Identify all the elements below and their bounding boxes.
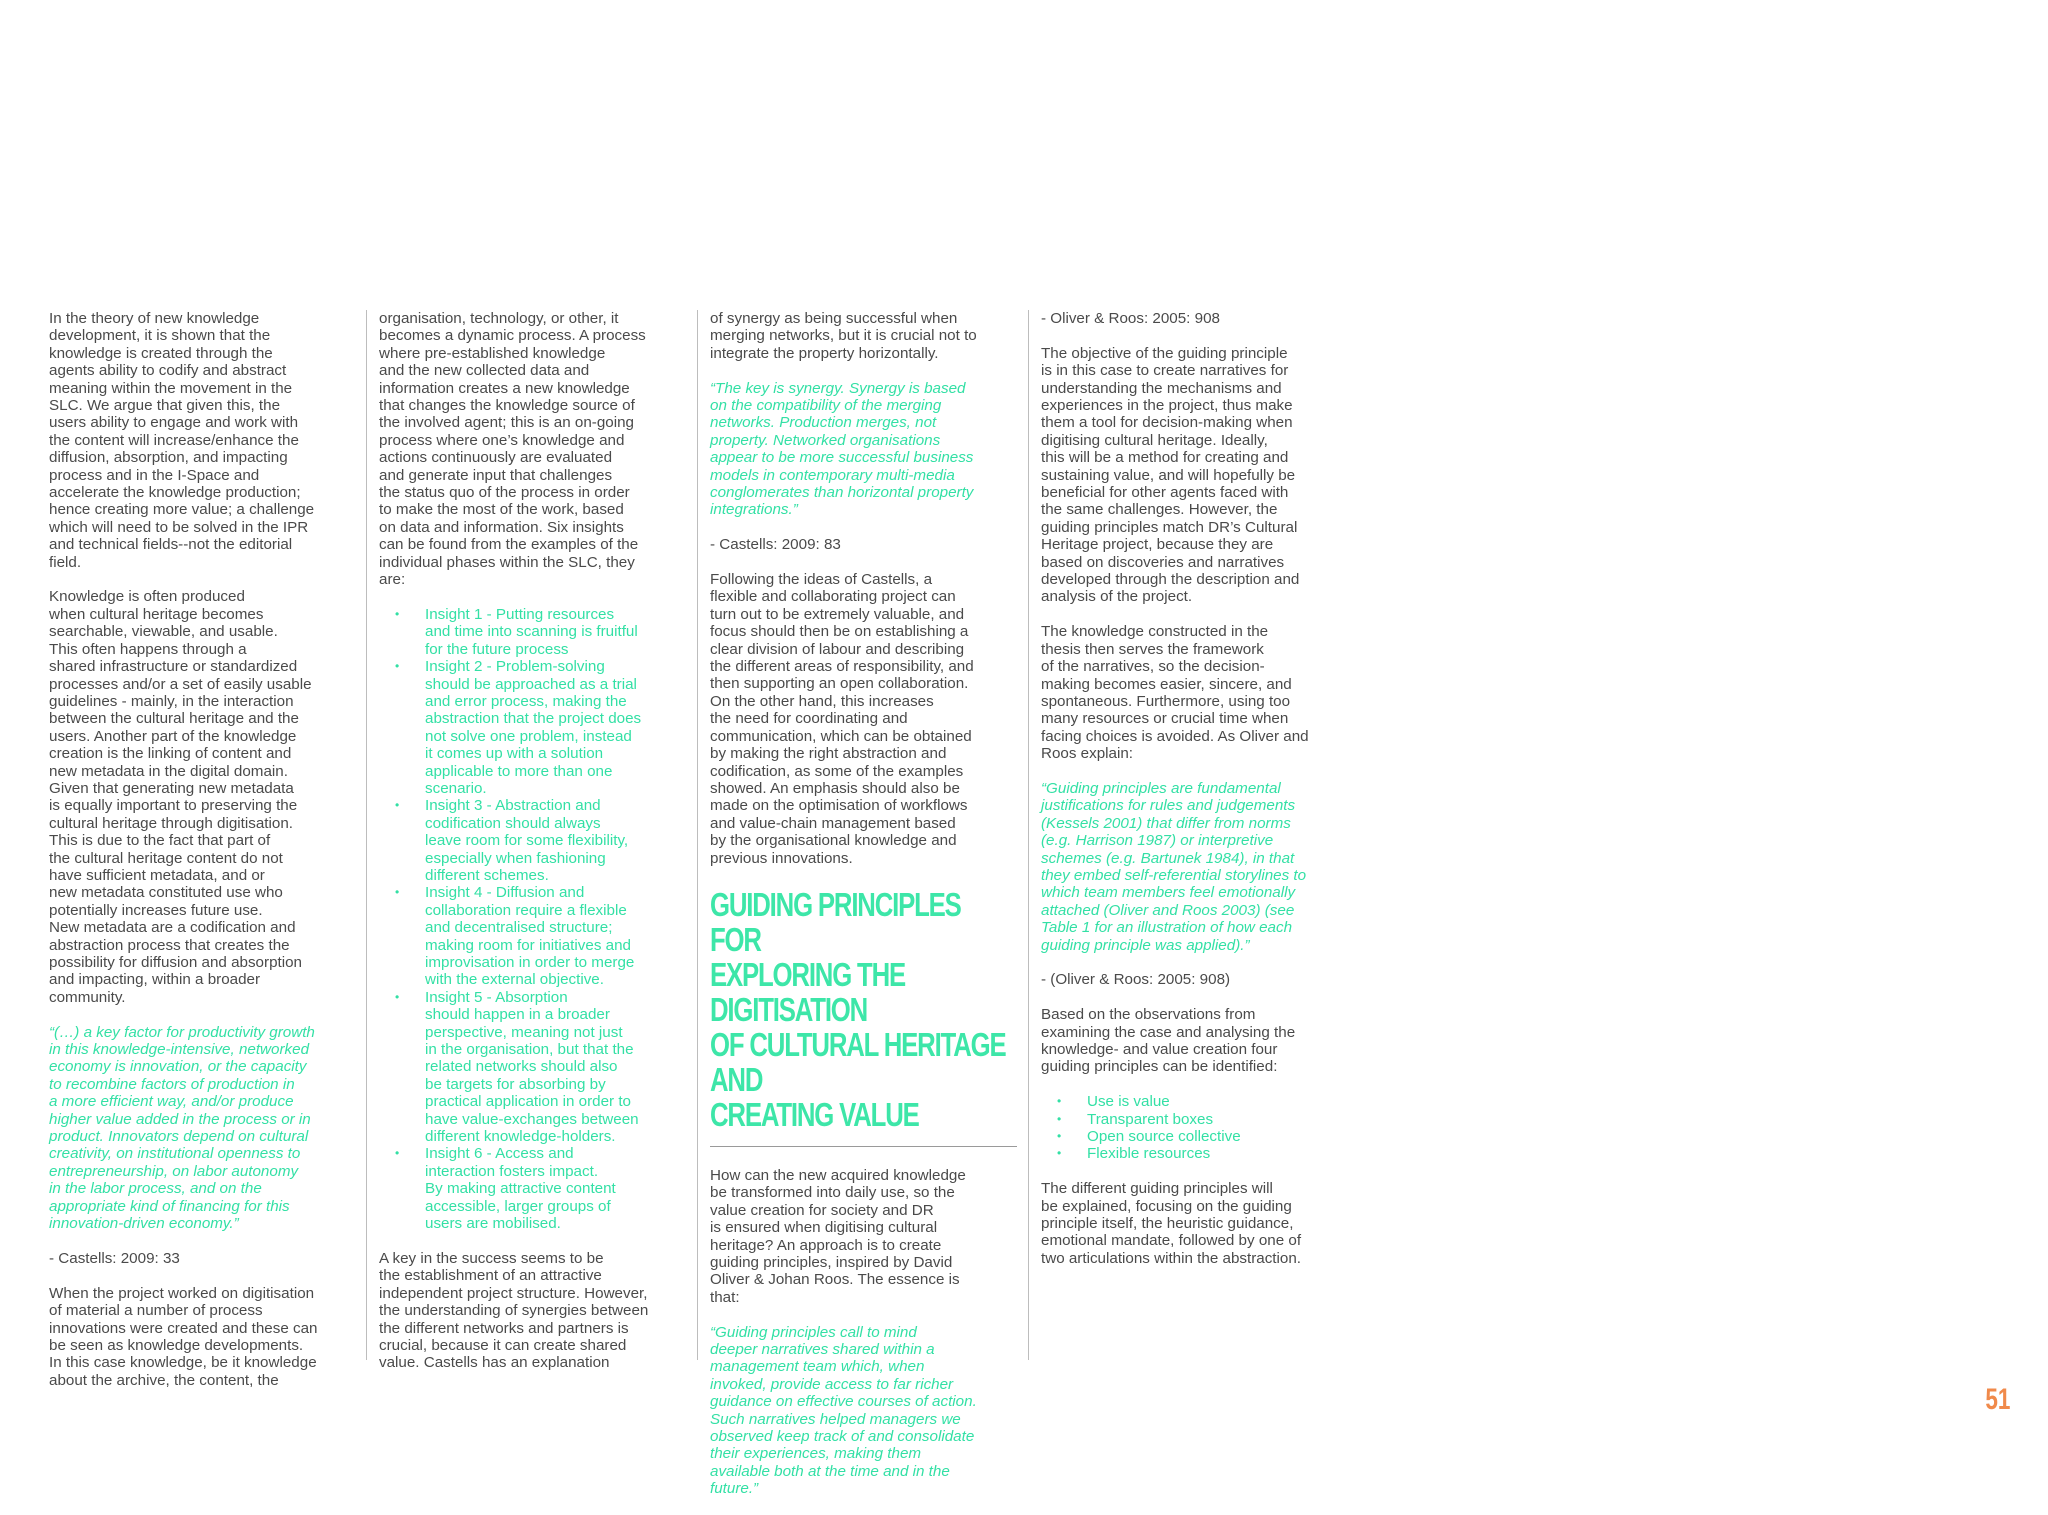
insight-item — [379, 797, 685, 884]
insight-text: Insight 3 - Abstraction and codification should always leave room for some flexibility, especially when fashioning different schemes. — [425, 797, 629, 884]
bullet-icon: • — [1057, 1146, 1062, 1161]
insight-item — [379, 658, 685, 797]
col2-paragraph-2: A key in the success seems to be the establishment of an attractive independent project structure. However, the understanding of synergies between the different networks and partners is crucial, because it can create shared value. Castells has an explanation — [379, 1249, 649, 1372]
principle-item — [1041, 1111, 1347, 1128]
principle-text: Use is value — [1087, 1093, 1170, 1111]
col1-citation: - Castells: 2009: 33 — [49, 1249, 180, 1267]
col4-citation-2: - (Oliver & Roos: 2005: 908) — [1041, 971, 1231, 989]
page-number: 51 — [1984, 1383, 2010, 1416]
bullet-icon: • — [395, 1146, 400, 1161]
column-2 — [379, 310, 685, 1389]
bullet-icon: • — [1057, 1111, 1062, 1126]
col1-quote: “(…) a key factor for productivity growth in this knowledge-intensive, networked economy is innovation, or the capacity to recombine factors of production in a more efficient way, and/or produce higher value added in the process or in product. Innovators depend on cultural creativity, on institutional openness to entrepreneurship, on labor autonomy in the labor process, and on the appropriate kind of financing for this innovation-driven economy.” — [49, 1023, 315, 1233]
bullet-icon: • — [1057, 1129, 1062, 1143]
principles-list — [1041, 1093, 1347, 1163]
col3-quote: “The key is synergy. Synergy is based on the compatibility of the merging networks. Production merges, not property. Networked organisations appear to be more successful business models in contemporary multi-media conglomerates than horizontal property integrations.” — [710, 379, 974, 519]
insights-list — [379, 606, 685, 1233]
principle-text: Transparent boxes — [1087, 1110, 1214, 1128]
column-1 — [49, 310, 355, 1407]
section-heading: GUIDING PRINCIPLES FOR EXPLORING THE DIGITISATION OF CULTURAL HERITAGE AND CREATING VALUE — [710, 885, 1006, 1133]
column-4 — [1041, 310, 1347, 1285]
col3-paragraph-3: How can the new acquired knowledge be transformed into daily use, so the value creation for society and DR is ensured when digitising cultural heritage? An approach is to create guiding principles, inspired by David Oliver & Johan Roos. The essence is that: — [710, 1166, 966, 1306]
insight-item — [379, 1145, 685, 1232]
column-divider-3 — [1028, 310, 1029, 1360]
principle-item — [1041, 1093, 1347, 1110]
insight-item — [379, 884, 685, 988]
col4-paragraph-1: The objective of the guiding principle is in this case to create narratives for understanding the mechanisms and experiences in the project, thus make them a tool for decision-making when digitising cultural heritage. Ideally, this will be a method for creating and sustaining value, and will hopefully be beneficial for other agents faced with the same challenges. However, the guiding principles match DR’s Cultural Heritage project, because they are based on discoveries and narratives developed through the description and analysis of the project. — [1041, 344, 1300, 606]
col3-paragraph-1: of synergy as being successful when merging networks, but it is crucial not to integrate the property horizontally. — [710, 310, 977, 362]
insight-text: Insight 1 - Putting resources and time into scanning is fruitful for the future process — [425, 605, 638, 658]
col4-paragraph-3: Based on the observations from examining the case and analysing the knowledge- and value creation four guiding principles can be identified: — [1041, 1006, 1296, 1076]
insight-item — [379, 606, 685, 658]
bullet-icon: • — [395, 885, 400, 900]
bullet-icon: • — [395, 606, 400, 621]
principle-text: Flexible resources — [1087, 1145, 1211, 1163]
col4-paragraph-2: The knowledge constructed in the thesis then serves the framework of the narratives, so the decision- making becomes easier, sincere, and spontaneous. Furthermore, using too many resources or crucial time when facing choices is avoided. As Oliver and Roos explain: — [1041, 623, 1309, 763]
principle-text: Open source collective — [1087, 1128, 1241, 1145]
col3-citation: - Castells: 2009: 83 — [710, 536, 841, 554]
principle-item — [1041, 1128, 1347, 1145]
col4-citation-1: - Oliver & Roos: 2005: 908 — [1041, 310, 1220, 327]
principle-item — [1041, 1145, 1347, 1162]
insight-text: Insight 4 - Diffusion and collaboration require a flexible and decentralised structure; making room for initiatives and improvisation in order to merge with the external objective. — [425, 884, 635, 989]
col3-quote-2: “Guiding principles call to mind deeper narratives shared within a management team which, when invoked, provide access to far richer guidance on effective courses of action. Such narratives helped managers we observed keep track of and consolidate their experiences, making them available both at the time and in the future.” — [710, 1323, 977, 1498]
insight-text: Insight 5 - Absorption should happen in a broader perspective, meaning not just in the organisation, but that the related networks should also be targets for absorbing by practical application in order to have value-exchanges between different knowledge-holders. — [425, 988, 639, 1146]
column-3 — [710, 310, 1016, 1515]
insight-text: Insight 2 - Problem-solving should be approached as a trial and error process, making the abstraction that the project does not solve one problem, instead it comes up with a solution applicable to more than one scenario. — [425, 658, 642, 797]
column-divider-2 — [697, 310, 698, 1360]
col1-paragraph-1: In the theory of new knowledge development, it is shown that the knowledge is created through the agents ability to codify and abstract meaning within the movement in the SLC. We argue that given this, the users ability to engage and work with the content will increase/enhance the diffusion, absorption, and impacting process and in the I-Space and accelerate the knowledge production; hence creating more value; a challenge which will need to be solved in the IPR and technical fields--not the editorial field. — [49, 310, 315, 571]
col1-paragraph-2: Knowledge is often produced when cultural heritage becomes searchable, viewable, and usable. This often happens through a shared infrastructure or standardized processes and/or a set of easily usable guidelines - mainly, in the interaction between the cultural heritage and the users. Another part of the knowledge creation is the linking of content and new metadata in the digital domain. Given that generating new metadata is equally important to preserving the cultural heritage through digitisation. This is due to the fact that part of the cultural heritage content do not have sufficient metadata, and or new metadata constituted use who potentially increases future use. New metadata are a codification and abstraction process that creates the possibility for diffusion and absorption and impacting, within a broader community. — [49, 588, 312, 1006]
bullet-icon: • — [395, 989, 400, 1004]
column-divider-1 — [366, 310, 367, 1360]
col4-paragraph-4: The different guiding principles will be explained, focusing on the guiding principle itself, the heuristic guidance, emotional mandate, followed by one of two articulations within the abstraction. — [1041, 1180, 1302, 1267]
insight-item — [379, 989, 685, 1146]
bullet-icon: • — [395, 798, 400, 813]
col3-paragraph-2: Following the ideas of Castells, a flexible and collaborating project can turn out to be extremely valuable, and focus should then be on establishing a clear division of labour and describing the different areas of responsibility, and then supporting an open collaboration. On the other hand, this increases the need for coordinating and communication, which can be obtained by making the right abstraction and codification, as some of the examples showed. An emphasis should also be made on the optimisation of workflows and value-chain management based by the organisational knowledge and previous innovations. — [710, 571, 974, 867]
col2-paragraph-1: organisation, technology, or other, it becomes a dynamic process. A process where pre-established knowledge and the new collected data and information creates a new knowledge that changes the knowledge source of the involved agent; this is an on-going process where one’s knowledge and actions continuously are evaluated and generate input that challenges the status quo of the process in order to make the most of the work, based on data and information. Six insights can be found from the examples of the individual phases within the SLC, they are: — [379, 310, 646, 589]
col4-quote: “Guiding principles are fundamental justifications for rules and judgements (Kessels 2001) that differ from norms (e.g. Harrison 1987) or interpretive schemes (e.g. Bartunek 1984), in that they embed self-referential storylines to which team members feel emotionally attached (Oliver and Roos 2003) (see Table 1 for an illustration of how each guiding principle was applied).” — [1041, 779, 1307, 954]
bullet-icon: • — [1057, 1094, 1062, 1109]
heading-rule — [710, 1146, 1017, 1147]
insight-text: Insight 6 - Access and interaction fosters impact. By making attractive content accessible, larger groups of users are mobilised. — [425, 1145, 616, 1233]
bullet-icon: • — [395, 659, 400, 674]
col1-paragraph-3: When the project worked on digitisation of material a number of process innovations were created and these can be seen as knowledge developments. In this case knowledge, be it knowledge about the archive, the content, the — [49, 1284, 318, 1389]
